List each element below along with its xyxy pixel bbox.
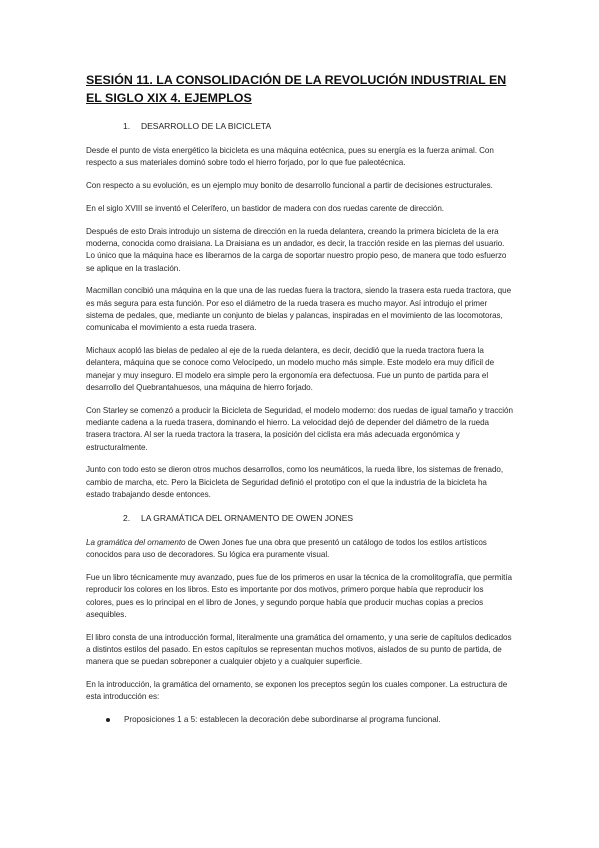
list-item (86, 714, 513, 726)
paragraph (86, 537, 513, 562)
paragraph: Con respecto a su evolución, es un ejemplo muy bonito de desarrollo funcional a partir de decisiones estructurales. (86, 181, 493, 191)
paragraph: Después de esto Drais introdujo un sistema de dirección en la rueda delantera, creando la primera bicicleta de la era moderna, conocida como draisiana. La Draisiana es un andador, es decir, la tracción reside en las piernas del usuario. Lo único que la máquina hace es liberarnos de la carga de soportar nuestro propio peso, de manera que todo esfuerzo se aplique en la traslación. (86, 226, 507, 273)
paragraph: Con Starley se comenzó a producir la Bicicleta de Seguridad, el modelo moderno: dos ruedas de igual tamaño y tracción mediante cadena a la rueda trasera, dominando el hierro. La velocidad dejó de depender del diámetro de la rueda trasera tractora. Al ser la rueda tractora la trasera, la posición del ciclista era más adecuada ergonómica y estructuralmente. (86, 405, 513, 452)
paragraph: En el siglo XVIII se inventó el Celerífero, un bastidor de madera con dos ruedas carente de dirección. (86, 203, 444, 213)
book-title: La gramática del ornamento (86, 537, 186, 547)
section-heading-bicycle (86, 120, 513, 132)
section-heading-owen-jones (86, 512, 513, 524)
paragraph: En la introducción, la gramática del ornamento, se exponen los preceptos según los cuales componer. La estructura de esta introducción es: (86, 680, 508, 702)
list-item-text: Proposiciones 1 a 5: establecen la decoración debe subordinarse al programa funcional. (124, 715, 441, 725)
section-title: LA GRAMÁTICA DEL ORNAMENTO DE OWEN JONES (141, 512, 354, 523)
paragraph-text: de Owen Jones fue una obra que presentó un catálogo de todos los estilos artísticos conocidos para uso de decoradores. Su lógica era puramente visual. (86, 537, 487, 560)
document-title: SESIÓN 11. LA CONSOLIDACIÓN DE LA REVOLUCIÓN INDUSTRIAL EN EL SIGLO XIX 4. EJEMPLOS (86, 73, 507, 105)
paragraph: Desde el punto de vista energético la bicicleta es una máquina eotécnica, pues su energía es la fuerza animal. Con respecto a sus materiales dominó sobre todo el hierro forjado, por lo que fue paleotécnica. (86, 146, 494, 168)
section-number: 2. (123, 512, 131, 523)
paragraph: Macmillan concibió una máquina en la que una de las ruedas fuera la tractora, siendo la trasera esta rueda tractora, que es más segura para esta función. Por eso el diámetro de la rueda trasera es mucho mayor. Así introdujo el primer sistema de pedales, que, mediante un conjunto de bielas y palancas, inspiradas en el movimiento de las locomotoras, comunicaba el movimiento a esta rueda trasera. (86, 286, 512, 333)
section-number: 1. (123, 121, 131, 131)
section-title: DESARROLLO DE LA BICICLETA (141, 121, 272, 131)
paragraph: Junto con todo esto se dieron otros muchos desarrollos, como los neumáticos, la rueda libre, los sistemas de frenado, cambio de marcha, etc. Pero la Bicicleta de Seguridad definió el prototipo con el que la industria de la bicicleta ha estado trabajando desde entonces. (86, 465, 504, 500)
paragraph: El libro consta de una introducción formal, literalmente una gramática del ornamento, y una serie de capítulos dedicados a distintos estilos del pasado. En estos capítulos se representan muchos motivos, aislados de su punto de partida, de manera que se puedan sobreponer a cualquier objeto y a cualquier superficie. (86, 632, 512, 667)
paragraph: Michaux acopló las bielas de pedaleo al eje de la rueda delantera, es decir, decidió que la rueda tractora fuera la delantera, máquina que se conoce como Velocípedo, un modelo mucho más simple. Este modelo era muy difícil de manejar y muy inseguro. El modelo era simple pero la ergonomía era defectuosa. Fue un punto de partida para el desarrollo del Quebrantahuesos, una máquina de hierro forjado. (86, 346, 495, 392)
bullet-list (86, 714, 513, 726)
bullet-icon (106, 718, 110, 722)
paragraph: Fue un libro técnicamente muy avanzado, pues fue de los primeros en usar la técnica de la cromolitografía, que permitía reproducir los colores en los libros. Esto es importante por dos motivos, primero porque había que reproducir los colores, pues es lo principal en el libro de Jones, y segundo porque había que producir muchas copias a precios asequibles. (86, 572, 512, 619)
